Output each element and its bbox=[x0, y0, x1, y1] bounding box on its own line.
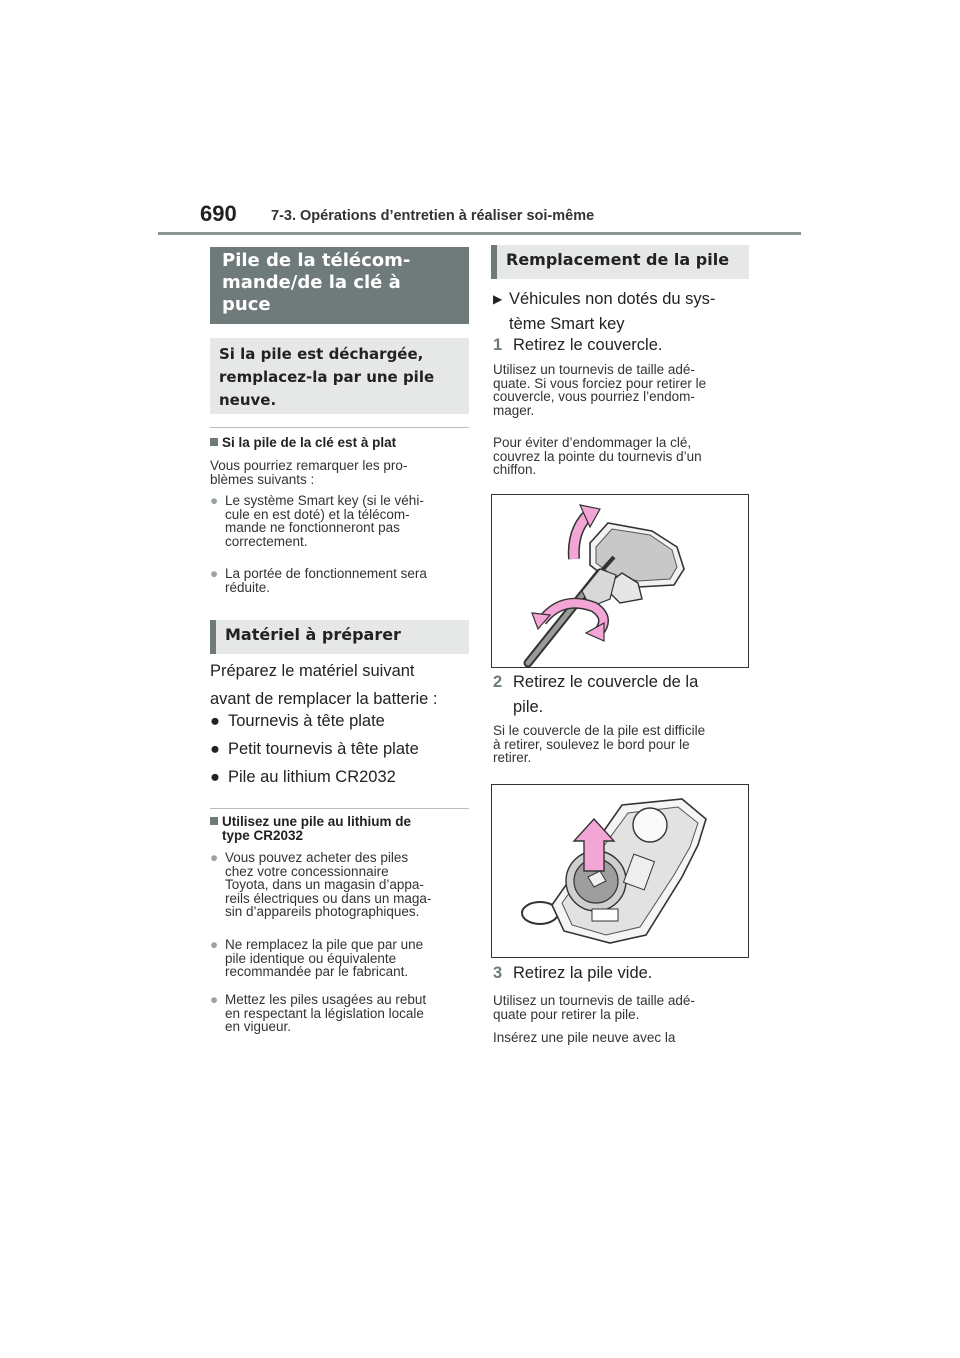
bullet-icon: ● bbox=[210, 937, 219, 952]
replacement-bar: Remplacement de la pile bbox=[491, 245, 749, 279]
battery-compartment-illustration bbox=[492, 785, 748, 957]
bullet-icon: ● bbox=[210, 493, 219, 508]
square-icon bbox=[210, 438, 218, 446]
materials-list bbox=[210, 707, 472, 791]
page-number: 690 bbox=[200, 201, 237, 226]
summary-line: neuve. bbox=[219, 391, 277, 409]
bullet-icon: ● bbox=[210, 850, 219, 865]
step-1: 1 Retirez le couvercle. bbox=[493, 331, 755, 359]
summary-line: remplacez-la par une pile bbox=[219, 368, 435, 386]
step-number: 2 bbox=[493, 673, 503, 691]
figure-open-cover bbox=[491, 494, 749, 668]
step-1-note: Pour éviter d’endommager la clé, couvrez la pointe du tournevis d’un chiffon. bbox=[493, 435, 702, 477]
title-bar bbox=[210, 247, 469, 324]
key-screwdriver-illustration bbox=[492, 495, 748, 667]
step-1-note: Utilisez un tournevis de taille adé- quate. Si vous forciez pour retirer le couvercle, vous pourriez l’endom- mager. bbox=[493, 362, 707, 418]
flat-battery-intro: Vous pourriez remarquer les pro- blèmes suivants : bbox=[210, 458, 408, 487]
list-item: ● Petit tournevis à tête plate bbox=[210, 740, 419, 758]
list-item: ● Tournevis à tête plate bbox=[210, 712, 385, 730]
step-2-note: Si le couvercle de la pile est difficile à retirer, soulevez le bord pour le retirer. bbox=[493, 723, 706, 765]
list-item: ● Pile au lithium CR2032 bbox=[210, 768, 396, 786]
square-icon bbox=[210, 817, 218, 825]
divider bbox=[210, 808, 469, 809]
section-title: 7-3. Opérations d’entretien à réaliser soi-même bbox=[271, 208, 595, 224]
summary-box bbox=[210, 338, 469, 414]
step-2: 2 Retirez le couvercle de la pile. bbox=[493, 670, 755, 720]
step-number: 3 bbox=[493, 964, 503, 982]
lithium-bullet: ● Vous pouvez acheter des piles chez votre concessionnaire Toyota, dans un magasin d’appa- reils électriques ou dans un maga- sin d’appareils photographiques. bbox=[210, 850, 432, 919]
lithium-bullet: ● Mettez les piles usagées au rebut en respectant la législation locale en vigueur. bbox=[210, 992, 427, 1034]
flat-battery-bullet: ● Le système Smart key (si le véhi- cule en est doté) et la télécom- mande ne fonctionneront pas correctement. bbox=[210, 493, 424, 549]
step-3-note: Utilisez un tournevis de taille adé- quate pour retirer la pile. bbox=[493, 993, 695, 1022]
step-number: 1 bbox=[493, 336, 503, 354]
lithium-bullet: ● Ne remplacez la pile que par une pile identique ou équivalente recommandée par le fabricant. bbox=[210, 937, 424, 979]
divider bbox=[210, 427, 469, 428]
bullet-icon: ● bbox=[210, 992, 219, 1007]
triangle-icon: ▶ bbox=[493, 292, 503, 306]
summary-line: Si la pile est déchargée, bbox=[219, 345, 424, 363]
materials-bar: Matériel à préparer bbox=[210, 620, 469, 654]
flat-battery-heading: Si la pile de la clé est à plat bbox=[210, 436, 472, 450]
flat-battery-bullet: ● La portée de fonctionnement sera réduite. bbox=[210, 566, 427, 595]
title-line: Pile de la télécom- bbox=[222, 250, 411, 271]
title-line: puce bbox=[222, 294, 271, 315]
step-3: 3 Retirez la pile vide. bbox=[493, 959, 755, 987]
materials-intro: Préparez le matériel suivant avant de remplacer la batterie : bbox=[210, 662, 438, 708]
vehicle-note: ▶ Véhicules non dotés du sys- tème Smart key bbox=[493, 287, 755, 337]
lithium-heading: Utilisez une pile au lithium de type CR2032 bbox=[210, 815, 472, 843]
title-line: mande/de la clé à bbox=[222, 272, 401, 293]
step-3-note: Insérez une pile neuve avec la bbox=[493, 1030, 676, 1045]
bullet-icon: ● bbox=[210, 566, 219, 581]
header-rule bbox=[158, 232, 801, 235]
figure-battery-cover bbox=[491, 784, 749, 958]
